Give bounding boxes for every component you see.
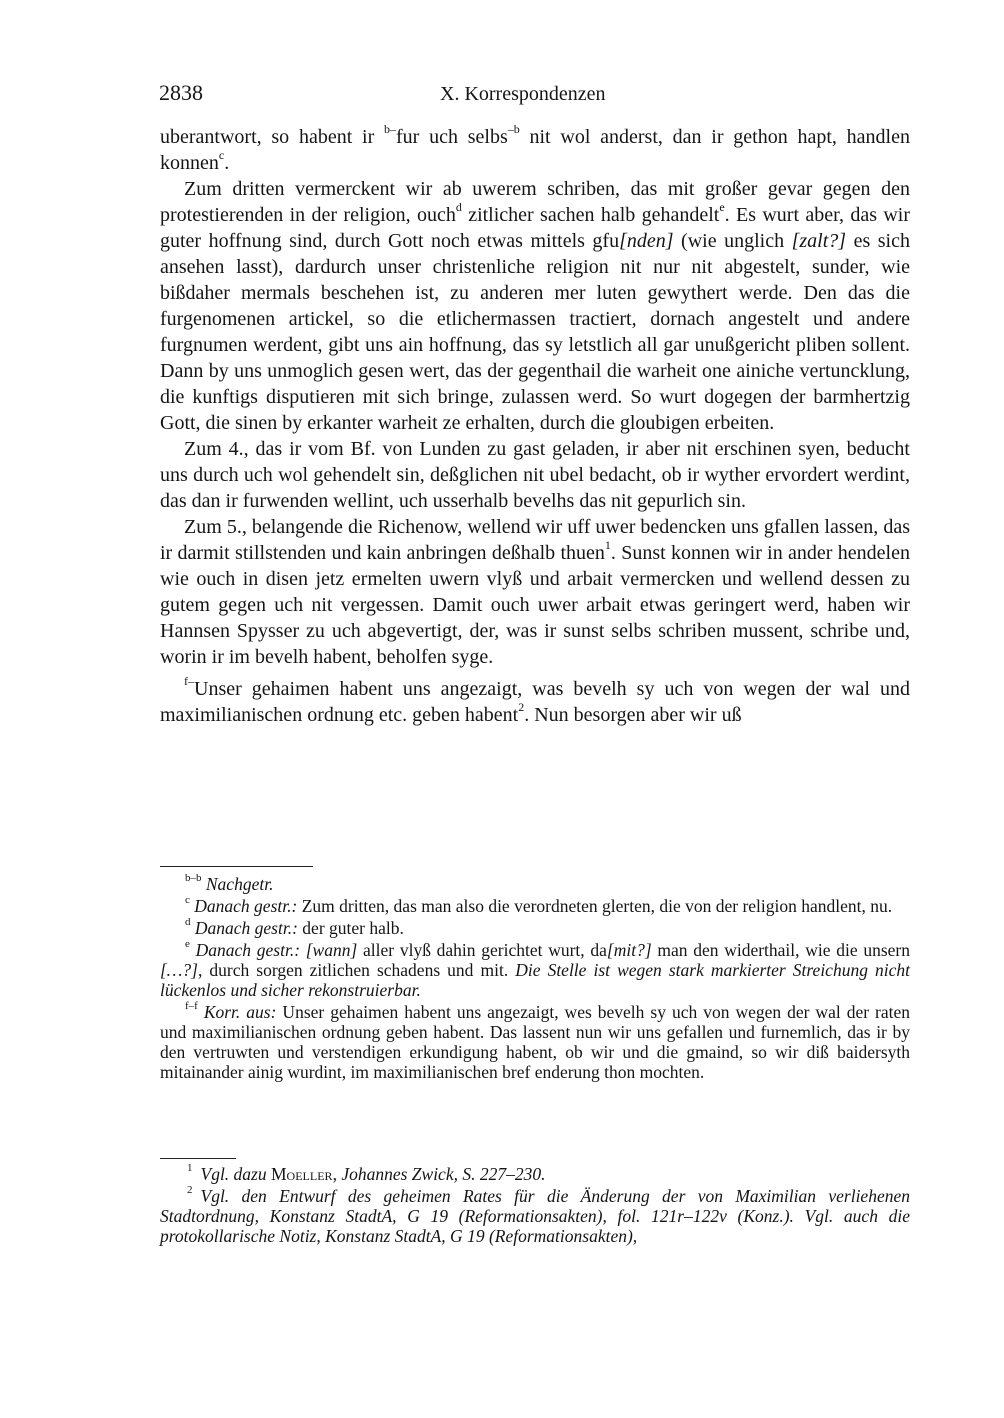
note-italic: Danach gestr.: [194, 896, 298, 916]
note-marker: c [218, 148, 225, 163]
paragraph-5 [160, 676, 910, 728]
paragraph-4 [160, 514, 910, 670]
text: Zum dritten vermerckent wir ab uwerem schriben, das mit großer gevar gegen den protestierenden in der religion, ouch [160, 178, 910, 226]
note-italic: Vgl. dazu [200, 1164, 271, 1184]
footnote [160, 1164, 910, 1184]
text: zitlicher sachen halb gehandelt [461, 204, 720, 226]
note-mark: f–f [185, 1000, 198, 1013]
text: (wie unglich [673, 230, 792, 252]
text: Zum 5., belangende die Richenow, wellend wir uff uwer bedencken uns gfallen lassen, das ir darmit stillstenden und kain anbringen deßhalb thuen [160, 516, 910, 564]
paragraph-2 [160, 176, 910, 436]
editorial-insertion: [zalt?] [791, 230, 847, 252]
critical-note [160, 874, 910, 894]
main-text [160, 124, 910, 728]
footnote-marker: 2 [518, 700, 525, 715]
text: fur uch selbs [396, 126, 508, 148]
note-text: , durch sorgen zitlichen schadens und mit. [197, 960, 516, 980]
note-marker: d [455, 200, 462, 215]
note-mark: b–b [185, 872, 202, 885]
critical-note [160, 1002, 910, 1082]
note-text: der guter halb. [297, 918, 404, 938]
note-text: Zum dritten, das man also die verordneten glerten, die von der religion handlent, nu. [297, 896, 893, 916]
critical-apparatus [160, 874, 910, 1084]
note-marker: e [719, 200, 725, 215]
critical-note [160, 896, 910, 916]
text: . Sunst konnen wir in ander hendelen wie ouch in disen jetz ermelten uwern vlyß und arbait vermercken und wellend dessen zu gutem gegen uch nit vergessen. Damit ouch uwer arbait etwas geringert werd, haben wir Hannsen Spysser zu uch abgevertigt, der, was ir sunst selbs schriben mussent, schribe und, worin ir im bevelh habent, beholfen syge. [160, 542, 910, 668]
text: uberantwort, so habent ir [160, 126, 384, 148]
text: Unser gehaimen habent uns angezaigt, was bevelh sy uch von wegen der wal und maximilianischen ordnung etc. geben habent [160, 678, 910, 726]
note-italic: Die Stelle ist wegen stark markierter Streichung nicht lückenlos und sicher rekonstruierbar. [160, 960, 910, 1000]
running-head: X. Korrespondenzen [440, 83, 606, 105]
editorial-insertion: [nden] [619, 230, 674, 252]
note-text: aller vlyß dahin gerichtet wurt, da [357, 940, 607, 960]
note-italic: Korr. aus: [203, 1002, 277, 1022]
text: es sich ansehen lasst), dardurch unser christenliche religion nit nur nit abgestelt, sunder, wie bißdaher mermals beschehen ist, zu anderen mer luten gewythert werde. Den das die furgenomenen artickel, so die etlichermassen tractiert, dornach angestelt und andere furgnumen werdent, gibt uns ain hoffnung, das sy letstlich all gar unußgericht pliben sollent. Dann by uns unmoglich gesen wert, das der gegenthail die warheit one ainiche vertuncklung, die kunftigs disputieren mit sich bringe, zulassen werd. So wurt dogegen der barmhertzig Gott, die sinen by erkanter warheit ze erhalten, durch die gloubigen erbeiten. [160, 230, 910, 434]
note-italic: [mit?] [606, 940, 652, 960]
paragraph-1 [160, 124, 910, 176]
note-text: Unser gehaimen habent uns angezaigt, wes bevelh sy uch von wegen der wal der raten und maximilianischen ordnung geben habent. Das lassent nun wir uns gefallen und furnemlich, das ir by den vertruwten und verstendigen erkundigung habent, ob wir und die gmaind, so wir diß baidersyth mitainander ainig wurdint, im maximilianischen bref enderung thon mochten. [160, 1002, 910, 1082]
note-italic: […?] [160, 960, 198, 980]
note-mark: 2 [187, 1184, 193, 1197]
note-mark: d [185, 916, 191, 929]
note-italic: , Johannes Zwick, S. 227–230. [332, 1164, 546, 1184]
note-mark: 1 [187, 1162, 193, 1175]
note-marker: b– [384, 122, 396, 137]
text: nit wol anderst, dan ir gethon hapt, handlen konnen [160, 126, 910, 174]
critical-note [160, 918, 910, 938]
note-marker: f– [184, 674, 194, 689]
text: . [224, 152, 230, 174]
critical-note [160, 940, 910, 1000]
note-italic: Danach gestr.: [wann] [195, 940, 358, 960]
note-mark: c [185, 894, 190, 907]
note-mark: e [185, 938, 190, 951]
text: . Es wurt aber, das wir guter hoffnung sind, durch Gott noch etwas mittels gfu [160, 204, 910, 252]
note-italic: Nachgetr. [205, 874, 274, 894]
note-text: man den widerthail, wie die unsern [651, 940, 911, 960]
footnote [160, 1186, 910, 1246]
footnote-divider [160, 866, 313, 867]
paragraph-3: Zum 4., das ir vom Bf. von Lunden zu gast geladen, ir aber nit erschinen syen, beducht uns durch uch wol gehendelt sin, deßglichen nit ubel bedacht, ob ir wyther ervordert werdint, das dan ir furwenden wellint, uch usserhalb bevelhs das nit gepurlich sin. [160, 438, 910, 512]
text: . Nun besorgen aber wir uß [524, 704, 742, 726]
historical-notes [160, 1164, 910, 1248]
page-number: 2838 [159, 80, 203, 105]
note-italic: Danach gestr.: [194, 918, 298, 938]
note-marker: –b [507, 122, 520, 137]
footnote-divider [160, 1158, 236, 1159]
footnote-marker: 1 [604, 538, 611, 553]
author-name: Moeller [271, 1164, 333, 1184]
note-italic: Vgl. den Entwurf des geheimen Rates für die Änderung der von Maximilian verliehenen Stadtordnung, Konstanz StadtA, G 19 (Reformationsakten), fol. 121r–122v (Konz.). Vgl. auch die protokollarische Notiz, Konstanz StadtA, G 19 (Reformationsakten), [160, 1186, 910, 1246]
